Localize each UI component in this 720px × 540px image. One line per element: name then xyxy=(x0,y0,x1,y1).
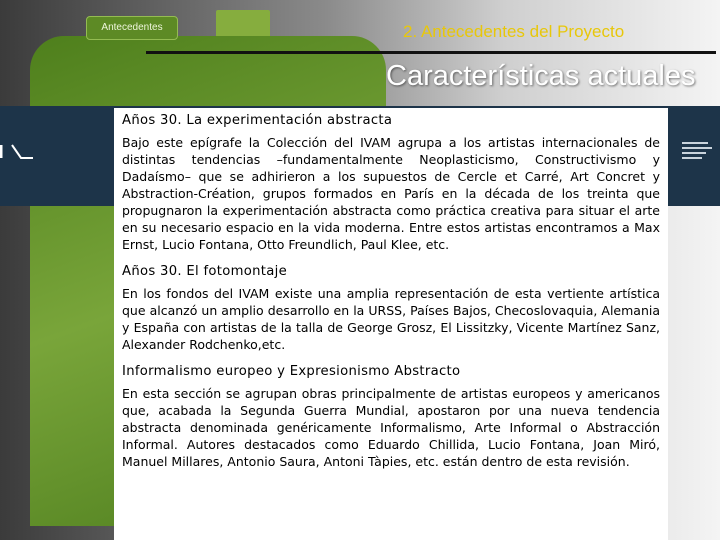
section-body: Bajo este epígrafe la Colección del IVAM agrupa a los artistas internacionales de distintas tendencias –fundamentalmente Neoplasticismo, Constructivismo y Dadaísmo– que se adhirieron a los supuestos de Cercle et Carré, Art Concret y Abstraction-Création, grupos formados en París en la década de los treinta que propugnaron la experimentación abstracta como práctica creativa para situar el arte en su necesario espacio en la vida moderna. Entre estos artistas encontramos a Max Ernst, Lucio Fontana, Otto Freundlich, Paul Klee, etc. xyxy=(122,135,660,252)
title-divider xyxy=(146,51,716,54)
section-body: En los fondos del IVAM existe una amplia representación de esta vertiente artística que alcanzó un amplio desarrollo en la URSS, Países Bajos, Checoslovaquia, Alemania y España con artistas de la talla de George Grosz, El Lissitzky, Vicente Martínez Sanz, Alexander Rodchenko,etc. xyxy=(122,286,660,352)
section-heading: Informalismo europeo y Expresionismo Abstracto xyxy=(122,364,461,379)
section-heading: Años 30. La experimentación abstracta xyxy=(122,113,393,128)
ivam-logo-icon xyxy=(0,140,42,164)
section-title: 2. Antecedentes del Proyecto xyxy=(403,22,625,41)
institution-text-icon xyxy=(680,140,716,162)
page-title: Características actuales xyxy=(386,60,696,92)
content-panel xyxy=(114,108,668,540)
green-tab-decoration xyxy=(216,10,270,38)
section-body: En esta sección se agrupan obras principalmente de artistas europeos y americanos que, acabada la Segunda Guerra Mundial, apostaron por una nueva tendencia abstracta denominada genéricamente Informalismo, Arte Informal o Abstracción Informal. Autores destacados como Eduardo Chillida, Lucio Fontana, Joan Miró, Manuel Millares, Antonio Saura, Antoni Tàpies, etc. están dentro de esta revisión. xyxy=(122,386,660,469)
section-heading: Años 30. El fotomontaje xyxy=(122,264,288,279)
section-badge: Antecedentes xyxy=(86,16,178,40)
